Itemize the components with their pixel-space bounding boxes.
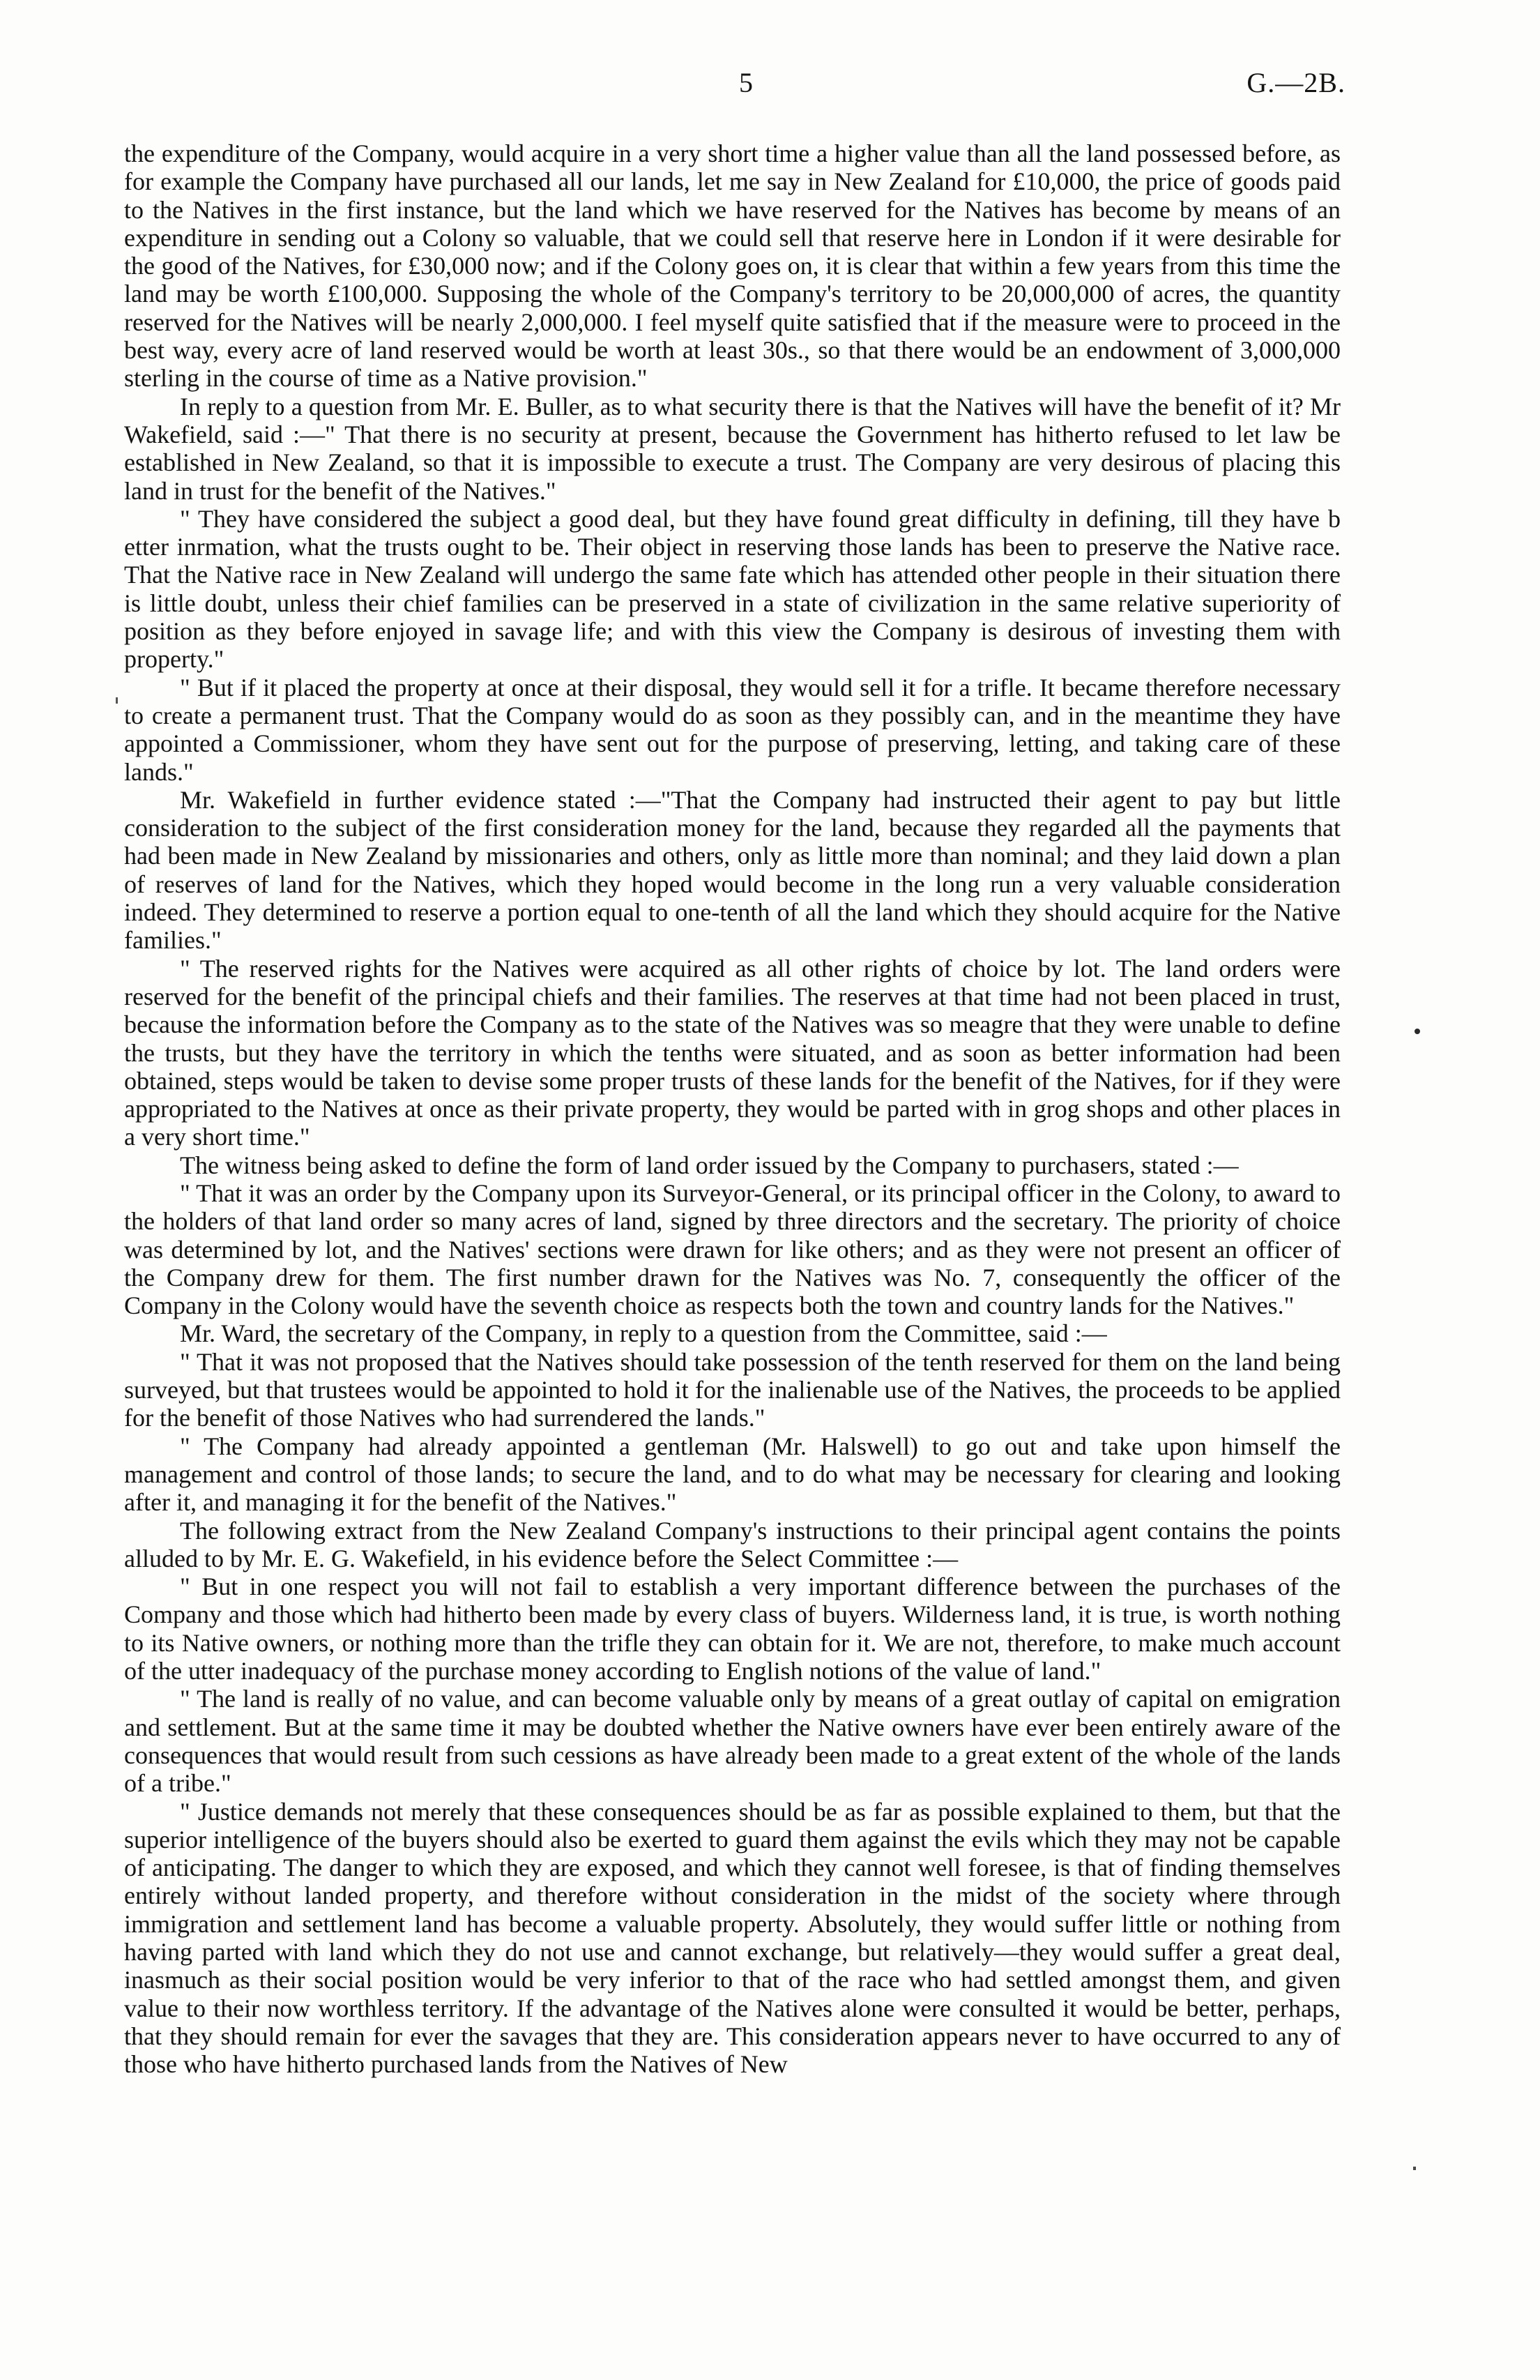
paragraph-quote-important-difference: " But in one respect you will not fail to establish a very important difference between the purchases of the Company and those which had hitherto been made by every class of buyers. Wilderness land, it is true, is worth nothing to its Native owners, or nothing more than the trifle they can obtain for it. We are not, therefore, to make much account of the utter inadequacy of the purchase money according to English notions of the value of land.": [124, 1572, 1341, 1685]
paragraph-quote-surveyor-general: " That it was an order by the Company upon its Surveyor-General, or its principal officer in the Colony, to award to the holders of that land order so many acres of land, signed by three directors and the secretary. The priority of choice was determined by lot, and the Natives' sections were drawn for like others; and as they were not present an officer of the Company drew for them. The first number drawn for the Natives was No. 7, consequently the officer of the Company in the Colony would have the seventh choice as respects both the town and country lands for the Natives.": [124, 1178, 1341, 1320]
paragraph-quote-permanent-trust: " But if it placed the property at once at their disposal, they would sell it for a trifle. It became therefore necessary to create a permanent trust. That the Company would do as soon as they possibly can, and in the meantime they have appointed a Commissioner, whom they have sent out for the purpose of preserving, letting, and taking care of these lands.": [124, 673, 1341, 786]
paragraph-ward-reply: Mr. Ward, the secretary of the Company, in reply to a question from the Committee, said :—: [180, 1319, 1107, 1348]
paragraph-quote-land-no-value: " The land is really of no value, and can become valuable only by means of a great outlay of capital on emigration and settlement. But at the same time it may be doubted whether the Native owners have ever been entirely aware of the consequences that would result from such cessions as have already been made to a great extent of the whole of the lands of a tribe.": [124, 1685, 1341, 1798]
margin-dot-mark-small: [1413, 2167, 1416, 2170]
body-text: [124, 139, 1341, 2078]
margin-dot-mark: [1415, 1029, 1420, 1034]
paragraph-buller-question: In reply to a question from Mr. E. Buller, as to what security there is that the Natives will have the benefit of it? Mr Wakefield, said :—" That there is no security at present, because the Government has hitherto refused to let law be established in New Zealand, so that it is impossible to execute a trust. The Company are very desirous of placing this land in trust for the benefit of the Natives.": [124, 392, 1341, 505]
paragraph-quote-halswell: " The Company had already appointed a gentleman (Mr. Halswell) to go out and take upon himself the management and control of those lands; to secure the land, and to do what may be necessary for clearing and looking after it, and managing it for the benefit of the Natives.": [124, 1432, 1341, 1517]
page-number: 5: [739, 67, 753, 98]
page-header: [125, 66, 1345, 108]
paragraph-instructions-extract: The following extract from the New Zealand Company's instructions to their principal agent contains the points alluded to by Mr. E. G. Wakefield, in his evidence before the Select Committee :—: [124, 1516, 1341, 1572]
paragraph-quote-reserved-rights: " The reserved rights for the Natives were acquired as all other rights of choice by lot. The land orders were reserved for the benefit of the principal chiefs and their families. The reserves at that time had not been placed in trust, because the information before the Company as to the state of the Natives was so meagre that they were unable to define the trusts, but they have the territory in which the tenths were situated, and as soon as better information had been obtained, steps would be taken to devise some proper trusts of these lands for the benefit of the Natives, for if they were appropriated to the Natives at once as their private property, they would be parted with in grog shops and other places in a very short time.": [124, 954, 1341, 1151]
paragraph-continuation: the expenditure of the Company, would acquire in a very short time a higher value than all the land possessed before, as for example the Company have purchased all our lands, let me say in New Zealand for £10,000, the price of goods paid to the Natives in the first instance, but the land which we have reserved for the Natives has become by means of an expenditure in sending out a Colony so valuable, that we could sell that reserve here in London if it were desirable for the good of the Natives, for £30,000 now; and if the Colony goes on, it is clear that within a few years from this time the land may be worth £100,000. Supposing the whole of the Company's territory to be 20,000,000 of acres, the quantity reserved for the Natives will be nearly 2,000,000. I feel myself quite satisfied that if the measure were to proceed in the best way, every acre of land reserved would be worth at least 30s., so that there would be an endowment of 3,000,000 sterling in the course of time as a Native provision.": [124, 139, 1341, 393]
paragraph-wakefield-further-evidence: Mr. Wakefield in further evidence stated :—"That the Company had instructed their agent to pay but little consideration to the subject of the first consideration money for the land, because they regarded all the payments that had been made in New Zealand by missionaries and others, only as little more than nominal; and they laid down a plan of reserves of land for the Natives, which they hoped would become in the long run a very valuable consideration indeed. They determined to reserve a portion equal to one-tenth of all the land which they should acquire for the Native families.": [124, 785, 1341, 955]
paragraph-witness-land-order: The witness being asked to define the form of land order issued by the Company to purchasers, stated :—: [180, 1151, 1239, 1179]
paragraph-quote-justice-demands: " Justice demands not merely that these consequences should be as far as possible explained to them, but that the superior intelligence of the buyers should also be exerted to guard them against the evils which they may not be capable of anticipating. The danger to which they are exposed, and which they cannot well foresee, is that of finding themselves entirely without landed property, and therefore without consideration in the midst of the society where through immigration and settlement land has become a valuable property. Absolutely, they would suffer little or nothing from having parted with land which they do not use and cannot exchange, but relatively—they would suffer a great deal, inasmuch as their social position would be very inferior to that of the race who had settled amongst them, and given value to their now worthless territory. If the advantage of the Natives alone were consulted it would be better, perhaps, that they should remain for ever the savages that they are. This consideration appears never to have occurred to any of those who have hitherto purchased lands from the Natives of New: [124, 1797, 1341, 2079]
paragraph-quote-considered: " They have considered the subject a good deal, but they have found great difficulty in defining, till they have b etter inrmation, what the trusts ought to be. Their object in reserving those lands has been to preserve the Native race. That the Native race in New Zealand will undergo the same fate which has attended other people in their situation there is little doubt, unless their chief families can be preserved in a state of civilization in the same relative superiority of position as they before enjoyed in savage life; and with this view the Company is desirous of investing them with property.": [124, 504, 1341, 674]
paragraph-quote-tenth-reserved: " That it was not proposed that the Natives should take possession of the tenth reserved for them on the land being surveyed, but that trustees would be appointed to hold it for the inalienable use of the Natives, the proceeds to be applied for the benefit of those Natives who had surrendered the lands.": [124, 1347, 1341, 1432]
document-reference: G.—2B.: [1247, 67, 1345, 98]
margin-tick-mark: [116, 697, 118, 704]
